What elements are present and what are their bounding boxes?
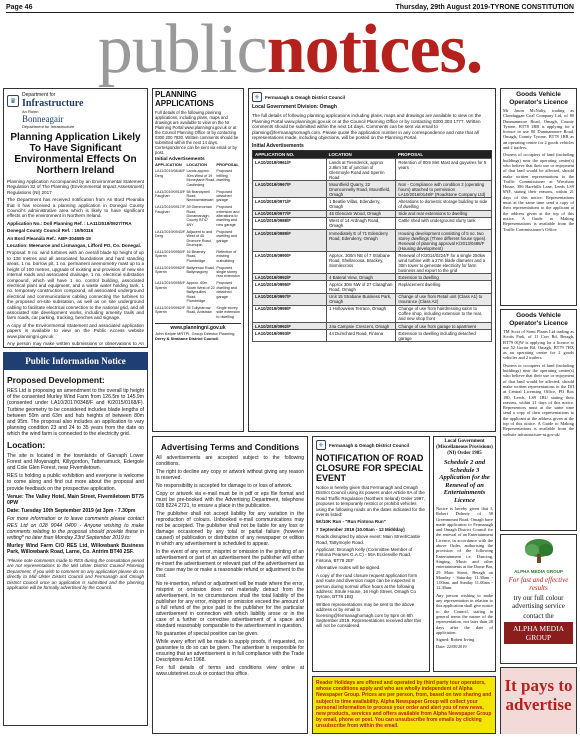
masthead-public: public bbox=[97, 11, 267, 88]
fo-col-location: LOCATION bbox=[327, 150, 396, 158]
pin-p2: The site is located in the townlands of Garvaph Lower Forest and Moysnaght, Killygordon, Tattenamuck, Edergole and Cole Glen Forest, near Fivemiletown. bbox=[7, 452, 144, 472]
pa-row bbox=[155, 249, 241, 265]
pa-cell: Retention of existing outbuilding bbox=[216, 249, 237, 263]
fo-row bbox=[253, 274, 492, 281]
pin-heading: Proposed Development: bbox=[7, 375, 105, 385]
fo-logo-text: Fermanagh & Omagh District Council bbox=[265, 94, 346, 100]
alpha-line3: contact the bbox=[523, 612, 554, 620]
fo-cell: LA10/2019/0989/F bbox=[253, 229, 327, 251]
planning-applications bbox=[152, 88, 244, 432]
dfi-location: Location: Meenaroe and Lismangan, Lifford PO, Co. Donegal. bbox=[7, 243, 141, 249]
masthead bbox=[0, 11, 580, 88]
fo-row bbox=[253, 198, 492, 210]
pa-col-location: LOCATION bbox=[186, 162, 208, 167]
dfi-ulster: Depairtment fur Infrastructure bbox=[22, 124, 75, 129]
gv1-p1: Mr Jason McNulty, trading as Clonduggan Coal Company Ltd, of 80 Dunmanmore Road, Omagh, County Tyrone, BT78 1RR is applying for a licence to use 80 Dunmanmore Road, Omagh, County Tyrone, BT78 1RR as an operating centre for 2 goods vehicles and 2 trailers. bbox=[503, 108, 574, 151]
fo-row bbox=[253, 252, 492, 274]
goods-vehicle-licence-1 bbox=[500, 88, 577, 306]
road-logo bbox=[316, 440, 426, 450]
fo-division-label: Local Government Division: bbox=[252, 104, 319, 110]
fo-division bbox=[252, 104, 492, 110]
fo-col-proposal: PROPOSAL bbox=[396, 150, 492, 158]
road-p6: Alternative routes will be signed. bbox=[316, 565, 381, 571]
pa-title: PLANNING APPLICATIONS bbox=[155, 90, 214, 108]
el-signed: Signed: Robert Irving bbox=[436, 637, 475, 643]
pa-cell: LA11/2019/0955/F Sperrin bbox=[155, 281, 186, 290]
dfi-p2: The Department has received notification from An Bord Pleanála that it has received a planning application in Donegal County Council's administrative area which is likely to have significant effects on the environment in Northern Ireland. bbox=[7, 197, 144, 219]
road-date: 7 September 2019 (10.00am - 12 Middday) bbox=[316, 526, 405, 532]
pa-cell: Approx. 60m South West of 22 Ballymullins Road, Plumbridge bbox=[186, 281, 215, 303]
pa-intro: Full details of the following planning applications, including plans, maps and drawings are available to view on the NI Planning Portal www.planningni.gov.uk or at the Council Planning Office or by contacting 0300 200 7830. Written comments should be submitted within the next 14 days. Correspondence can be sent via email or by post. bbox=[155, 110, 239, 155]
dfi-p1: Planning Application Accompanied by an Environmental Statement Regulation 32 of The Planning (Environmental Impact Assessment) Regulations (NI) 2017 bbox=[7, 179, 144, 195]
fo-logo bbox=[252, 92, 492, 102]
pa-cell: Adjacent to and West of 45 Dromore Road, Drumquin bbox=[186, 229, 213, 247]
el-p1: Notice is hereby given that I, Robert Doherty of 58 Greenmount Road, Omagh have made application to Fermanagh and Omagh District Council for the renewal of an Entertainment Licence, in accordance with the above Order, authorising the provision of the following Entertainment i.e. Dancing, Singing, Music and other entertainments at the Dome Bar, 29 Main Street, Beragh on Monday - Saturday 11.30am - 1.00am, and Sunday 11.00am - 12.30am. bbox=[436, 506, 493, 591]
fo-cell: Side and rear extensions to dwelling bbox=[396, 210, 492, 217]
pa-cell: Proposed single storey rear extension bbox=[216, 265, 240, 279]
el-title2: Schedule 2 and Schedule 3 Application for the Renewal of an Entertainments Licence bbox=[439, 459, 490, 504]
at-p3: No responsibility is accepted for damage to or loss of artwork. bbox=[156, 483, 293, 489]
pa-cell: LA11/2019/0943/F Derg bbox=[155, 229, 186, 239]
fo-cell: Extension to dwelling including detached garage bbox=[396, 330, 492, 342]
road-title: NOTIFICATION OF ROAD CLOSURE FOR SPECIAL EVENT bbox=[316, 453, 424, 483]
pa-row bbox=[155, 280, 241, 305]
pa-row bbox=[155, 168, 241, 188]
fo-cell: Housing development consisting of 5 no. two storey dwellings (Three different house types). Renewal of planning approval K/2013/0488/F (Housing development) bbox=[396, 229, 492, 251]
pa-cell: Proposed extension and alterations to dwelling and new garage bbox=[216, 205, 240, 227]
fo-cell: LA10/2019/0988/F bbox=[253, 217, 327, 229]
fo-cell: 24a Campsie Crescent, Omagh bbox=[327, 323, 396, 330]
page-number: Page 46 bbox=[6, 4, 33, 11]
fo-row bbox=[253, 217, 492, 229]
fo-cell: LA10/2019/0992/F bbox=[253, 323, 327, 330]
pa-cell: 39 Glenmornan Road, Dunamanagh, County BT47 4NY bbox=[186, 205, 212, 227]
pa-cell: 35 Tullyharrow Road, Ardstraw bbox=[186, 305, 212, 315]
fo-cell: Change of use from Retail unit (Class A1) to Insurance (Class A2) bbox=[396, 293, 492, 305]
fo-row bbox=[253, 229, 492, 251]
road-p7: A copy of the road closure request application form and route and diversion maps can be inspected in person during normal office hours at the following address: Strule House, 16 High Street, Omagh Co Tyrone, BT78 1BQ bbox=[316, 572, 418, 600]
pa-cell: Proposed dwelling and detached garage bbox=[216, 281, 237, 299]
fo-cell: LA10/2019/0995/F bbox=[253, 281, 327, 293]
pays-line1: It pays to bbox=[504, 676, 573, 695]
pa-col-proposal: PROPOSAL bbox=[216, 162, 239, 167]
fo-cell: LA10/2019/0990/F bbox=[253, 252, 327, 274]
dfi-title: Planning Application Likely To Have Significant Environmental Effects On Northern Ireland bbox=[10, 132, 141, 176]
dfi-irish-brand: Bonneagair bbox=[22, 114, 64, 124]
gv2-p1: TM Scott of Somi Plants Ltd trading as Scotts Park, of 11 Corr Rd, Beragh, BT79 0QW is applying for a licence to use 52 Gortin Rd, Omagh, BT79 7HX as an operating centre for 2 goods vehicles and 2 trailers. bbox=[503, 329, 574, 361]
fo-row bbox=[253, 330, 492, 342]
fo-col-application: APPLICATION NO. bbox=[253, 150, 327, 158]
road-p8: Written representations may be sent to the above address or by email to licensing@fermanaghomagh.com by 5pm on 6th September 2019. Representations received after this will not be considered. bbox=[316, 601, 422, 629]
road-crest-icon: ⚜ bbox=[316, 440, 326, 450]
fo-division-value: Omagh bbox=[319, 104, 337, 110]
pa-cell: Lands approx. 30m West of 19 Moneylane Road, Castlederg bbox=[186, 169, 216, 187]
pin-date: Date: Tuesday 10th September 2019 (at 3pm - 7.30pm bbox=[7, 508, 136, 515]
fo-cell: LA10/2019/0999/F bbox=[253, 305, 327, 322]
fo-cell: LA10/2019/0977/F bbox=[253, 210, 327, 217]
dfi-p5: Any person may make written submissions or observations to An bbox=[7, 340, 144, 346]
fo-cell: 4 Bateral View, Omagh bbox=[327, 274, 396, 281]
advertising-terms bbox=[152, 436, 308, 734]
fo-cell: Change of use from hairdressing salon to Coffee shop, including extension to the rear, and new shop front bbox=[396, 305, 492, 322]
fo-row bbox=[253, 210, 492, 217]
dfi-p4: A copy of the Environmental Statement and associated application papers is available to view on the Public Access website www.planningni.gov.uk bbox=[7, 322, 144, 339]
pa-cell: LA11/2019/0952/F Sperrin bbox=[155, 265, 186, 275]
pin-band: Public Information Notice bbox=[3, 352, 148, 370]
road-event: 5K/10K Run - "Run Fintona Run" bbox=[316, 519, 386, 525]
fo-row bbox=[253, 181, 492, 198]
at-p9: While every effort will be made to supply proofs, if requested, no guarantee to do so can be given. The advertiser is responsible for ensuring that an advertisement is in full compliance with the Trade Descriptions Act 1968. bbox=[156, 639, 304, 663]
pa-cell: Single storey side extension to dwelling bbox=[216, 305, 240, 319]
alpha-line2: try our full colour advertising service bbox=[512, 594, 565, 610]
council-crest-icon: ⚜ bbox=[252, 92, 262, 102]
fo-cell: Extension to dwelling bbox=[396, 274, 492, 281]
fo-heading: Initial Advertisements bbox=[252, 142, 304, 149]
pin-p6: For more information or to leave comments please contact RES Ltd on 028 9044 0400 - Anyone wishing to make comments relating to the proposal should provide these in writing* no later than Monday 23rd September 2019 to: bbox=[7, 516, 144, 542]
fo-row bbox=[253, 305, 492, 322]
at-p5: The publisher shall not accept liability for any variation in the reproduction of colours. Unbooked e-mail communications may not be accepted. The publisher shall not be liable for any loss or damage occasioned by any total or partial failure (however caused) of publication or distribution of any newspaper or edition in which any advertisement is scheduled to appear. bbox=[156, 511, 304, 547]
el-p2: Any person wishing to make any representation in relation to this application shall give notice to the Council, stating in general terms the nature of the representation, not later than 28 days after the date of application. bbox=[436, 592, 493, 635]
road-closure-notice bbox=[312, 436, 430, 672]
pa-row bbox=[155, 265, 241, 281]
pin-address: Murley Wind Farm C/O RES Ltd, Willowbank Business Park, Willowbank Road, Larne, Co. Antrim BT40 2SF. bbox=[7, 543, 144, 556]
pa-table bbox=[155, 163, 241, 321]
it-pays-ad bbox=[500, 667, 577, 734]
gv1-p2: Owners of occupiers of land (including buildings) near the operating centre(s) who believe that their use or enjoyment of that land would be affected, should make written representations to the Traffic Commissioner at Wrexham House, 386 Harehills Lane, Leeds LS9 6NF, stating their reasons, within 21 days of this notice. Representations must at the same time send a copy of their representations to the applicant at the address given at the top of this notice. A Guide to Making Representations is available from the Traffic Commissioner's Office. bbox=[503, 152, 574, 232]
goods-vehicle-licence-2 bbox=[500, 309, 577, 531]
pa-cell: Ballyrenan Road, Ballymagorry bbox=[186, 265, 215, 275]
dfi-brand: Infrastructure bbox=[22, 98, 84, 109]
fo-cell: Approx 30m NW of 27 Claraghan Road, Omagh bbox=[327, 281, 396, 293]
road-p5: Applicant: Bronagh Kelly (Committee Member of Fintona Pearses G.A.C) - 56A Ecclesville Road, Fintona, BT78 2EF bbox=[316, 547, 413, 563]
fo-cell: Non - Compliance with condition 2 (operating hours) attached to permission LA10/2016/0148/F (Roadstone Company Ltd) bbox=[396, 181, 492, 198]
lower-right-group bbox=[312, 436, 496, 734]
at-p10: For full details of terms and conditions view online at www.ulsterinet.co.uk or contact this office. bbox=[156, 665, 304, 677]
road-logo-text: Fermanagh & Omagh District Council bbox=[329, 442, 410, 448]
pa-cell: LA11/2019/0846/F Derg bbox=[155, 169, 186, 178]
fo-cell: Renewal of K/2014/0224/F for a single 250kw wind turbine with a 27m blade diameter and a 30m tower to generate electricity for farm business and export to the grid bbox=[396, 252, 492, 274]
pin-p3: RES is holding a public exhibition and everyone is welcome to come along and find out more about the proposal and provide feedback on the prospective application. bbox=[7, 473, 144, 492]
pin-p8: *Please note comments made to RES during the consultation period are not representations to the Mid Ulster District Council Planning Department. If you wish to comment on any application please do so directly to Mid Ulster District Council and Fermanagh and Omagh District Council once an application is submitted and the planning application will be formally advertised by the Council. bbox=[7, 557, 144, 591]
fo-cell: 1 Beatlie Villas, Edenderry, Omagh bbox=[327, 198, 396, 210]
right-column bbox=[500, 88, 577, 734]
pa-foot1: John Kelpie MRTPI, Group Director Planning bbox=[155, 330, 235, 336]
dfi-dept: Department for bbox=[22, 92, 56, 98]
at-p2: The right to decline any copy or artwork without giving any reason is reserved. bbox=[156, 469, 304, 481]
at-p1: All advertisements are accepted subject to the following conditions. bbox=[156, 455, 304, 467]
pin-p1: RES Ltd is proposing an amendment to the overall tip height of the consented Murley Wind Farm from 126.5m to 145.9m (consented under LA10/2017/0348/F and K/2015/0168/F). Turbine geometry to be considered includes blade lengths of between 50m and 63m and hub heights of between 80m and 95m. The proposal also includes an application to vary planning condition 23 and 24 to 35 years from the date on which the wind farm is connected to the electricity grid. bbox=[7, 388, 144, 438]
dfi-proposal: Proposal: 9 no. wind turbines with an overall blade tip height of up to 136 metres and all associated foundations and hard standing areas, 1 no. borrow pit, 1 no. permanent anemometry mast up to a height of 100 metres, upgrade of existing and provision of new site internal roads and associated drainage, 1 no. electrical substation compound, which will have 1 no. control building, associated electrical plant and equipment, and a waste water holding tank, 1 no. temporary construction compound, all associated underground electrical and communications cabling connecting the turbines to the proposed on-site substation, as well as on site underground cabling to facilitate electrical connection to the national grid, and all associated site development works, including amenity trails and farm roads, car parking, tracking, benches and signage. bbox=[7, 250, 144, 321]
alpha-tree-icon bbox=[522, 538, 556, 564]
fo-cell: 45 Glencam Wood, Omagh bbox=[327, 210, 396, 217]
reader-holidays-notice: Reader Holidays are offered and operated by third party tour operators, whose conditions apply and who are wholly independent of Alpha Newspaper Group. Prices are per person, from, based on two sharing and subject to time availability. Alpha Newspaper Group will collect your personal information to process your order and alert you of new news, new products, services and offers available from Alpha Newspaper Group by email, phone or post. You can unsubscribe from emails by clicking unsubscribe from within the email. bbox=[312, 676, 496, 734]
pa-row bbox=[155, 189, 241, 205]
fo-cell: LA10/2019/0961/F bbox=[253, 158, 327, 180]
pa-cell: LA11/2019/0962/F Sperrin bbox=[155, 305, 186, 315]
at-p7: No re-insertion, refund or adjustment will be made where the error, misprint or omission does not materially detract from the advertisement. In no circumstances shall the total liability of the publisher for any error, misprint or omission exceed the amount of a full refund of the price paid to the publisher for the particular advertisement in connection with which liability arose or in the case of a further or corrective advertisement of a space and standard reasonably comparable to the advertisement in question. bbox=[156, 581, 304, 629]
fo-cell: LA10/2019/0971/F bbox=[253, 198, 327, 210]
fo-cell: Unit 15 Strabane Business Park, Omagh bbox=[327, 293, 396, 305]
pa-col-application: APPLICATION bbox=[155, 162, 182, 167]
alpha-group-band: ALPHA MEDIA GROUP bbox=[504, 622, 573, 644]
masthead-notices: notices. bbox=[266, 11, 483, 88]
gv1-title: Goods Vehicle Operator's Licence bbox=[509, 91, 568, 106]
at-p8: No guarantee of special position can be given. bbox=[156, 631, 259, 637]
pa-cell: Proposed detached garage bbox=[216, 189, 233, 203]
pa-cell: Proposed infilling dwelling bbox=[216, 169, 233, 183]
road-p4: Roads disrupted by above event: Main Street/Castle Road, Tattymoyle Road. bbox=[316, 534, 421, 545]
fo-table bbox=[252, 150, 492, 342]
pa-row bbox=[155, 204, 241, 229]
pa-cell: Proposed dwelling and garage bbox=[216, 229, 237, 243]
pin-body bbox=[3, 370, 148, 726]
fo-cell: Approx. 300m NE of 7 Strabane Road, Shellaroosa, Brackey, Sixmilecross bbox=[327, 252, 396, 274]
fo-cell: Alterations to domestic storage building to side of dwelling bbox=[396, 198, 492, 210]
dfi-council-ref: Donegal County Council Ref. : 19/50116 bbox=[7, 228, 94, 234]
pa-row bbox=[155, 229, 241, 249]
fo-cell: Immediately E of 71 Edenderry Road, Edenderry, Omagh bbox=[327, 229, 396, 251]
fo-cell: Lands at Tirenderick, approx 2.8km SE of junction of Glenmoyle Road and Sperrin Road bbox=[327, 158, 396, 180]
pa-foot2: Derry & Strabane District Council bbox=[155, 336, 219, 342]
fo-cell: Change of use from garage to apartment bbox=[396, 323, 492, 330]
pa-cell: LA11/2019/0950/F Sperrin bbox=[155, 249, 186, 259]
pin-venue: Venue: The Valley Hotel, Main Street, Fivemiletown BT75 0PW bbox=[7, 493, 144, 507]
fo-cell: LA10/2019/0997/F bbox=[253, 293, 327, 305]
pa-cell: LA11/2019/0915/F Faughan bbox=[155, 189, 186, 198]
fo-row bbox=[253, 158, 492, 180]
dfi-crest-icon: ♛ bbox=[7, 95, 19, 107]
fo-cell: LA10/2019/0992/F bbox=[253, 274, 327, 281]
pa-cell: 16 Bearney Road, Plumbridge bbox=[186, 249, 206, 263]
alpha-media-ad[interactable] bbox=[500, 534, 577, 664]
road-p1: Notice is hereby given that Fermanagh and Omagh District Council using its powers under Article 8A of the Road Traffic Regulation (Northern Ireland) Order 1997, proposes to temporarily restrict or prohibit vehicles using the following roads on the dates indicated for the events listed: bbox=[316, 485, 425, 518]
gv2-p2: Owners or occupiers of land (including buildings) near the operating centre(s) who believe that their use or enjoyment of that land would be affected, should make written representations to the DfI at Central Licensing Office, PO Box 180, Leeds, LS9 1BU stating their reasons, within 21 days of this notice. Representors must at the same time send a copy of their representations to the applicant at the address given at the top of this notice. A Guide to Making Representations is available from the website infrastructure-ni.gov.uk/ bbox=[503, 362, 574, 437]
fo-row bbox=[253, 293, 492, 305]
alpha-line1: For fast and effective results bbox=[508, 576, 569, 592]
pa-website-link[interactable]: www.planningni.gov.uk bbox=[155, 323, 241, 331]
fo-cell: LA10/2019/0993/F bbox=[253, 330, 327, 342]
fo-row bbox=[253, 323, 492, 330]
pin-location-heading: Location: bbox=[7, 439, 46, 450]
fo-cell: Retention of 80m Met Mast and guywires for 5 years bbox=[396, 158, 492, 180]
el-title1: Local Government (Miscellaneous Provisions) (NI) Order 1985 bbox=[436, 439, 493, 456]
pa-heading: Initial Advertisements bbox=[155, 157, 205, 162]
fo-intro: The full details of following planning applications including plans, maps and drawings are available to view on the Planning Portal www.planningni.gov.uk or at the Council Planning Office or by contacting 0300 303 1777. Written comments should be submitted within the next 14 days. Comments can be sent via email to planning@fermanaghomagh.com. Please quote the application number in any correspondence and note that all representations made, including objections, will be posted on the Planning Portal. bbox=[252, 113, 482, 141]
pa-row bbox=[155, 305, 241, 321]
fo-cell: Mountfield Quarry, 22 Drumconnelly Road, Mountfield, Omagh bbox=[327, 181, 396, 198]
pa-cell: 58 Brandywell Road, Newtownstewart bbox=[186, 189, 214, 203]
entertainment-licence-notice bbox=[433, 436, 496, 672]
dfi-irish: An Roinn bbox=[22, 109, 39, 114]
dfi-notice bbox=[3, 88, 148, 348]
dfi-logo bbox=[7, 92, 144, 109]
el-date: Date: 22/08/2019 bbox=[436, 644, 467, 650]
issue-date: Thursday, 29th August 2019-TYRONE CONSTITUTION bbox=[395, 4, 574, 11]
fo-cell: 1 Hollowview Terrace, Omagh bbox=[327, 305, 396, 322]
fo-cell: Replacement dwelling bbox=[396, 281, 492, 293]
fo-planning-notice bbox=[248, 88, 496, 432]
at-p4: Copy or artwork via e-mail must be in pdf or eps file format and must be pre-booked with the Advertising Department, telephone 028 8224 2721, to ensure a place in the publication. bbox=[156, 491, 304, 509]
fo-cell: Cattle shed with underground slurry tank bbox=[396, 217, 492, 229]
at-p6: In the event of any error, misprint or omission in the printing of an advertisement or part of an advertisement the publisher will either re-insert the advertisement or relevant part of the advertisement as the case may be or make a reasonable refund or adjustment to the cost. bbox=[156, 549, 304, 579]
alpha-brand: ALPHA MEDIA GROUP bbox=[514, 569, 563, 574]
fo-cell: West of 14 Ardnagh Road, Omagh bbox=[327, 217, 396, 229]
public-info-notice bbox=[3, 352, 148, 734]
pa-cell: LA11/2019/0917/F Faughan bbox=[155, 205, 186, 214]
dfi-abp-ref: An Bord Pleanála Ref.: ABP-304685-19 bbox=[7, 235, 91, 241]
pays-line2: advertise bbox=[505, 695, 572, 714]
at-title: Advertising Terms and Conditions bbox=[160, 442, 300, 452]
dfi-app-no: Application No.: Doll Planning Ref. : LA11/2019/0927/TRA bbox=[7, 220, 132, 226]
fo-cell: 44 Dumchard Road, Fintona bbox=[327, 330, 396, 342]
gv2-title: Goods Vehicle Operator's Licence bbox=[509, 312, 568, 327]
fo-row bbox=[253, 281, 492, 293]
fo-cell: LA10/2019/0967/F bbox=[253, 181, 327, 198]
